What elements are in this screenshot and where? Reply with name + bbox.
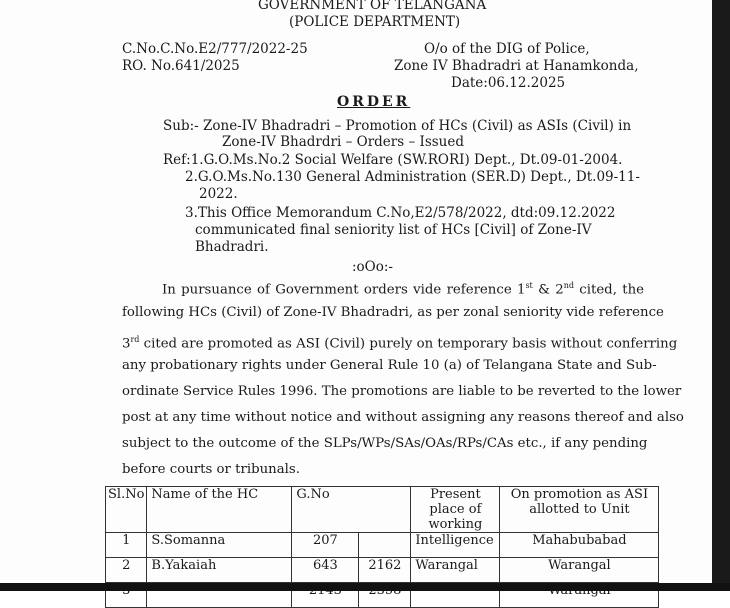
cell-present: Intelligence [411, 533, 500, 558]
cell-extra: 2162 [359, 558, 411, 583]
header-slno: Sl.No [106, 487, 147, 533]
cell-slno: 1 [106, 533, 147, 558]
table-row [106, 533, 659, 558]
table-row [106, 558, 659, 583]
header-name: Name of the HC [147, 487, 292, 533]
cell-slno: 2 [106, 558, 147, 583]
reference-3b: communicated final seniority list of HCs [Civil] of Zone-IV [195, 222, 592, 238]
reference-2a: 2.G.O.Ms.No.130 General Administration (SER.D) Dept., Dt.09-11- [185, 169, 640, 185]
gov-header: GOVERNMENT OF TELANGANA [258, 0, 487, 13]
header-gno: G.No [292, 487, 411, 533]
cell-name: B.Yakaiah [147, 558, 292, 583]
scan-edge-right [712, 0, 730, 591]
order-date: Date:06.12.2025 [451, 75, 566, 91]
body-line-7: subject to the outcome of the SLPs/WPs/SAs/OAs/RPs/CAs etc., if any pending [122, 436, 648, 451]
body-line-5: ordinate Service Rules 1996. The promotions are liable to be reverted to the lower [122, 384, 682, 399]
cell-present: Warangal [411, 558, 500, 583]
subject-line-2: Zone-IV Bhadrdri – Orders – Issued [222, 134, 465, 150]
header-present: Present place of working [411, 487, 500, 533]
subject-line-1: Sub:- Zone-IV Bhadradri – Promotion of HCs (Civil) as ASIs (Civil) in [163, 118, 632, 134]
body-line-4: any probationary rights under General Rule 10 (a) of Telangana State and Sub- [122, 358, 657, 373]
cell-gno: 643 [292, 558, 359, 583]
ro-number: RO. No.641/2025 [122, 58, 240, 74]
body-line-2: following HCs (Civil) of Zone-IV Bhadradri, as per zonal seniority vide reference [122, 305, 664, 320]
reference-3a: 3.This Office Memorandum C.No,E2/578/2022, dtd:09.12.2022 [185, 205, 616, 221]
body-line-1: In pursuance of Government orders vide reference 1st & 2nd cited, the [162, 281, 644, 298]
cell-unit: Warangal [500, 558, 659, 583]
cell-extra [359, 533, 411, 558]
header-promotion: On promotion as ASI allotted to Unit [500, 487, 659, 533]
body-line-6: post at any time without notice and without assigning any reasons thereof and also [122, 410, 684, 425]
cell-name: S.Somanna [147, 533, 292, 558]
body-line-8: before courts or tribunals. [122, 462, 300, 477]
scan-edge-bottom [0, 583, 730, 591]
table-header-row [106, 487, 659, 533]
separator: :oOo:- [352, 259, 393, 275]
reference-2b: 2022. [199, 186, 238, 202]
reference-1: Ref:1.G.O.Ms.No.2 Social Welfare (SW.RORI) Dept., Dt.09-01-2004. [163, 152, 623, 168]
cell-gno: 207 [292, 533, 359, 558]
body-line-3: 3rd cited are promoted as ASI (Civil) purely on temporary basis without conferring [122, 335, 678, 352]
cell-unit: Mahabubabad [500, 533, 659, 558]
office-line-2: Zone IV Bhadradri at Hanamkonda, [394, 58, 639, 74]
order-title: ORDER [337, 94, 411, 110]
file-number: C.No.C.No.E2/777/2022-25 [122, 41, 308, 57]
office-line-1: O/o of the DIG of Police, [424, 41, 590, 57]
dept-header: (POLICE DEPARTMENT) [289, 14, 461, 30]
reference-3c: Bhadradri. [195, 239, 269, 255]
